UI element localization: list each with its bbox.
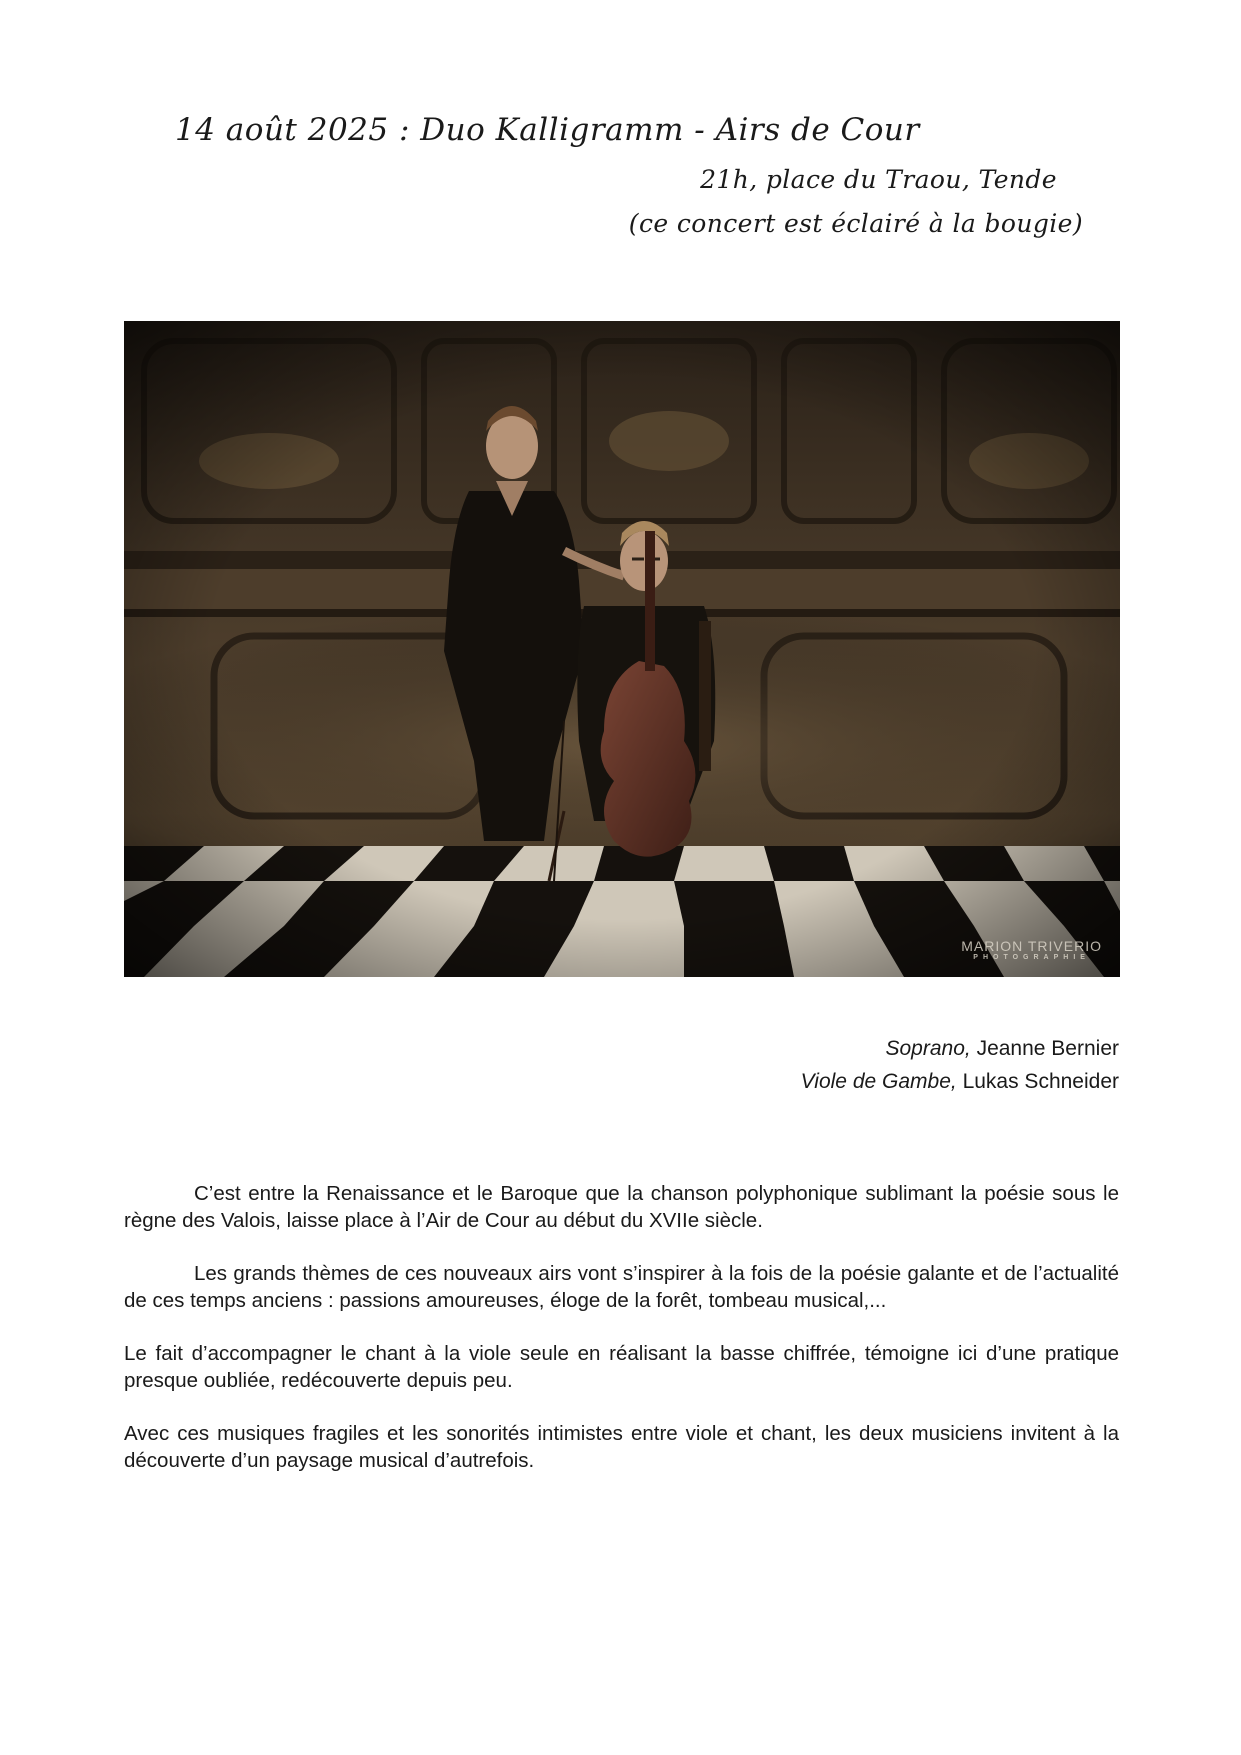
paragraph: Le fait d’accompagner le chant à la viole seule en réalisant la basse chiffrée, témoigne ici d’une pratique presque oubliée, redécouverte depuis peu.: [124, 1342, 1119, 1392]
credit-line-soprano: [801, 1032, 1119, 1065]
credit-line-viol: [801, 1065, 1119, 1098]
watermark-sub: PHOTOGRAPHIE: [973, 954, 1090, 961]
photo-illustration: [124, 321, 1120, 977]
description-text: [124, 1180, 1119, 1500]
credit-name: Jeanne Bernier: [976, 1037, 1119, 1060]
photographer-watermark: [961, 938, 1102, 961]
credit-name: Lukas Schneider: [962, 1070, 1119, 1093]
credit-role: Soprano,: [885, 1037, 971, 1060]
credit-role: Viole de Gambe,: [800, 1070, 957, 1093]
watermark-name: MARION TRIVERIO: [961, 938, 1102, 954]
performer-credits: [801, 1032, 1119, 1098]
concert-photo: [124, 321, 1120, 977]
event-note: (ce concert est éclairé à la bougie): [628, 209, 1083, 238]
paragraph: Avec ces musiques fragiles et les sonorités intimistes entre viole et chant, les deux musiciens invitent à la découverte d’un paysage musical d’autrefois.: [124, 1422, 1119, 1472]
paragraph: C’est entre la Renaissance et le Baroque que la chanson polyphonique sublimant la poésie sous le règne des Valois, laisse place à l’Air de Cour au début du XVIIe siècle.: [124, 1182, 1119, 1232]
paragraph: Les grands thèmes de ces nouveaux airs vont s’inspirer à la fois de la poésie galante et de l’actualité de ces temps anciens : passions amoureuses, éloge de la forêt, tombeau musical,...: [124, 1262, 1119, 1312]
event-title: 14 août 2025 : Duo Kalligramm - Airs de Cour: [175, 112, 920, 148]
event-venue: 21h, place du Traou, Tende: [700, 165, 1057, 194]
